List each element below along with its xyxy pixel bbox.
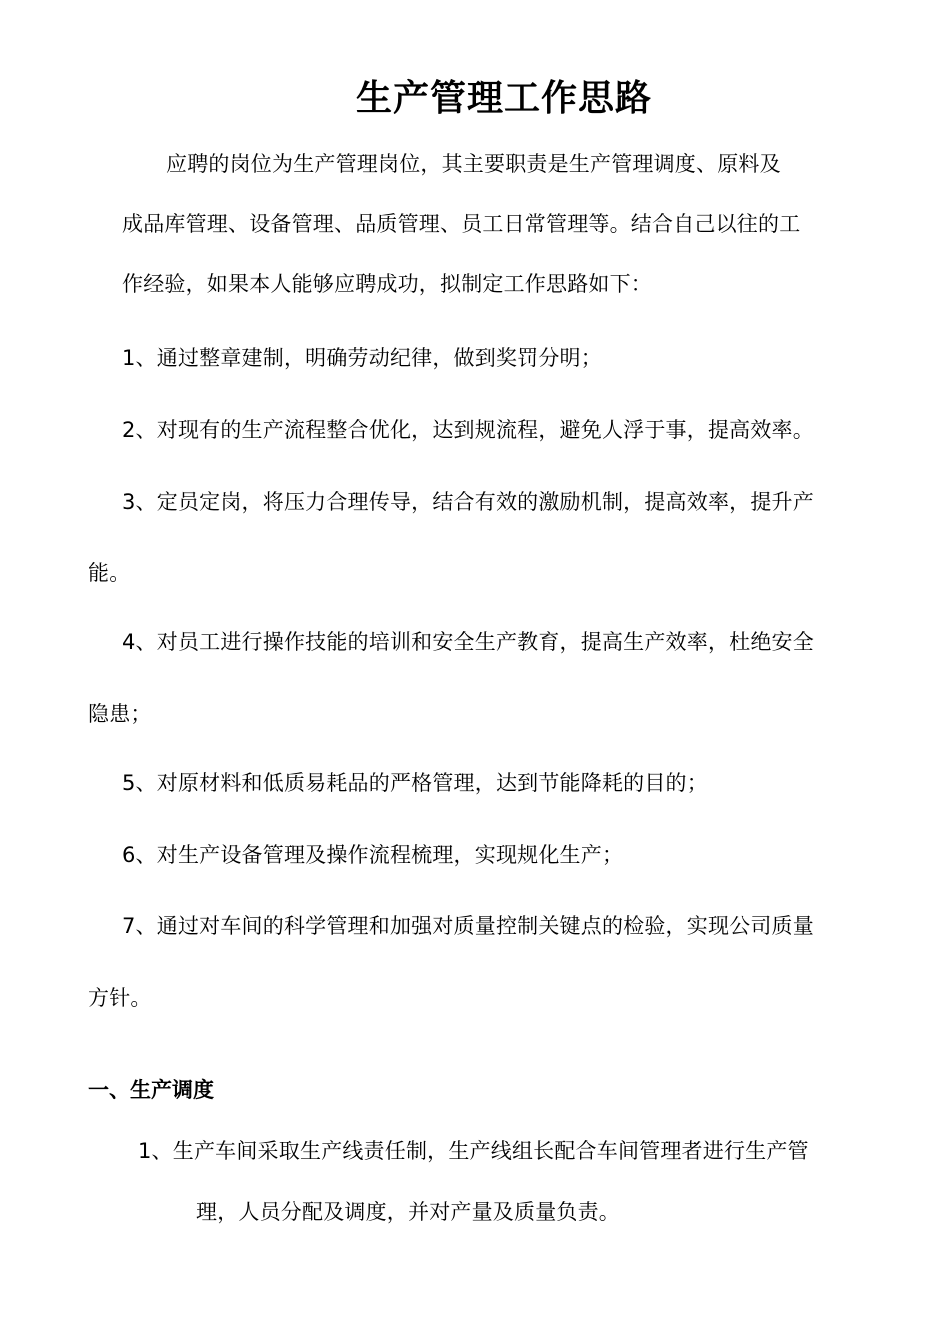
list-item-4: 4、对员工进行操作技能的培训和安全生产教育，提高生产效率，杜绝安全 — [122, 630, 814, 654]
list-item-3: 3、定员定岗，将压力合理传导，结合有效的激励机制，提高效率，提升产 — [122, 490, 814, 514]
document-title: 生产管理工作思路 — [355, 78, 652, 119]
list-item-5: 5、对原材料和低质易耗品的严格管理，达到节能降耗的目的； — [122, 771, 708, 795]
intro-line-2: 成品库管理、设备管理、品质管理、员工日常管理等。结合自己以往的工 — [122, 212, 801, 236]
section-heading: 一、生产调度 — [88, 1078, 214, 1102]
section-item-1-cont: 理，人员分配及调度，并对产量及质量负责。 — [196, 1200, 620, 1224]
list-item-7-cont: 方针。 — [88, 986, 152, 1010]
list-item-1: 1、通过整章建制，明确劳动纪律，做到奖罚分明； — [122, 346, 602, 370]
list-item-7: 7、通过对车间的科学管理和加强对质量控制关键点的检验，实现公司质量 — [122, 914, 814, 938]
section-item-1: 1、生产车间采取生产线责任制，生产线组长配合车间管理者进行生产管 — [138, 1139, 809, 1163]
intro-line-1: 应聘的岗位为生产管理岗位，其主要职责是生产管理调度、原料及 — [166, 152, 781, 176]
intro-line-3: 作经验，如果本人能够应聘成功，拟制定工作思路如下： — [122, 272, 652, 296]
list-item-4-cont: 隐患； — [88, 702, 152, 726]
list-item-2: 2、对现有的生产流程整合优化，达到规流程，避免人浮于事，提高效率。 — [122, 418, 814, 442]
list-item-3-cont: 能。 — [88, 561, 131, 585]
list-item-6: 6、对生产设备管理及操作流程梳理，实现规化生产； — [122, 843, 624, 867]
